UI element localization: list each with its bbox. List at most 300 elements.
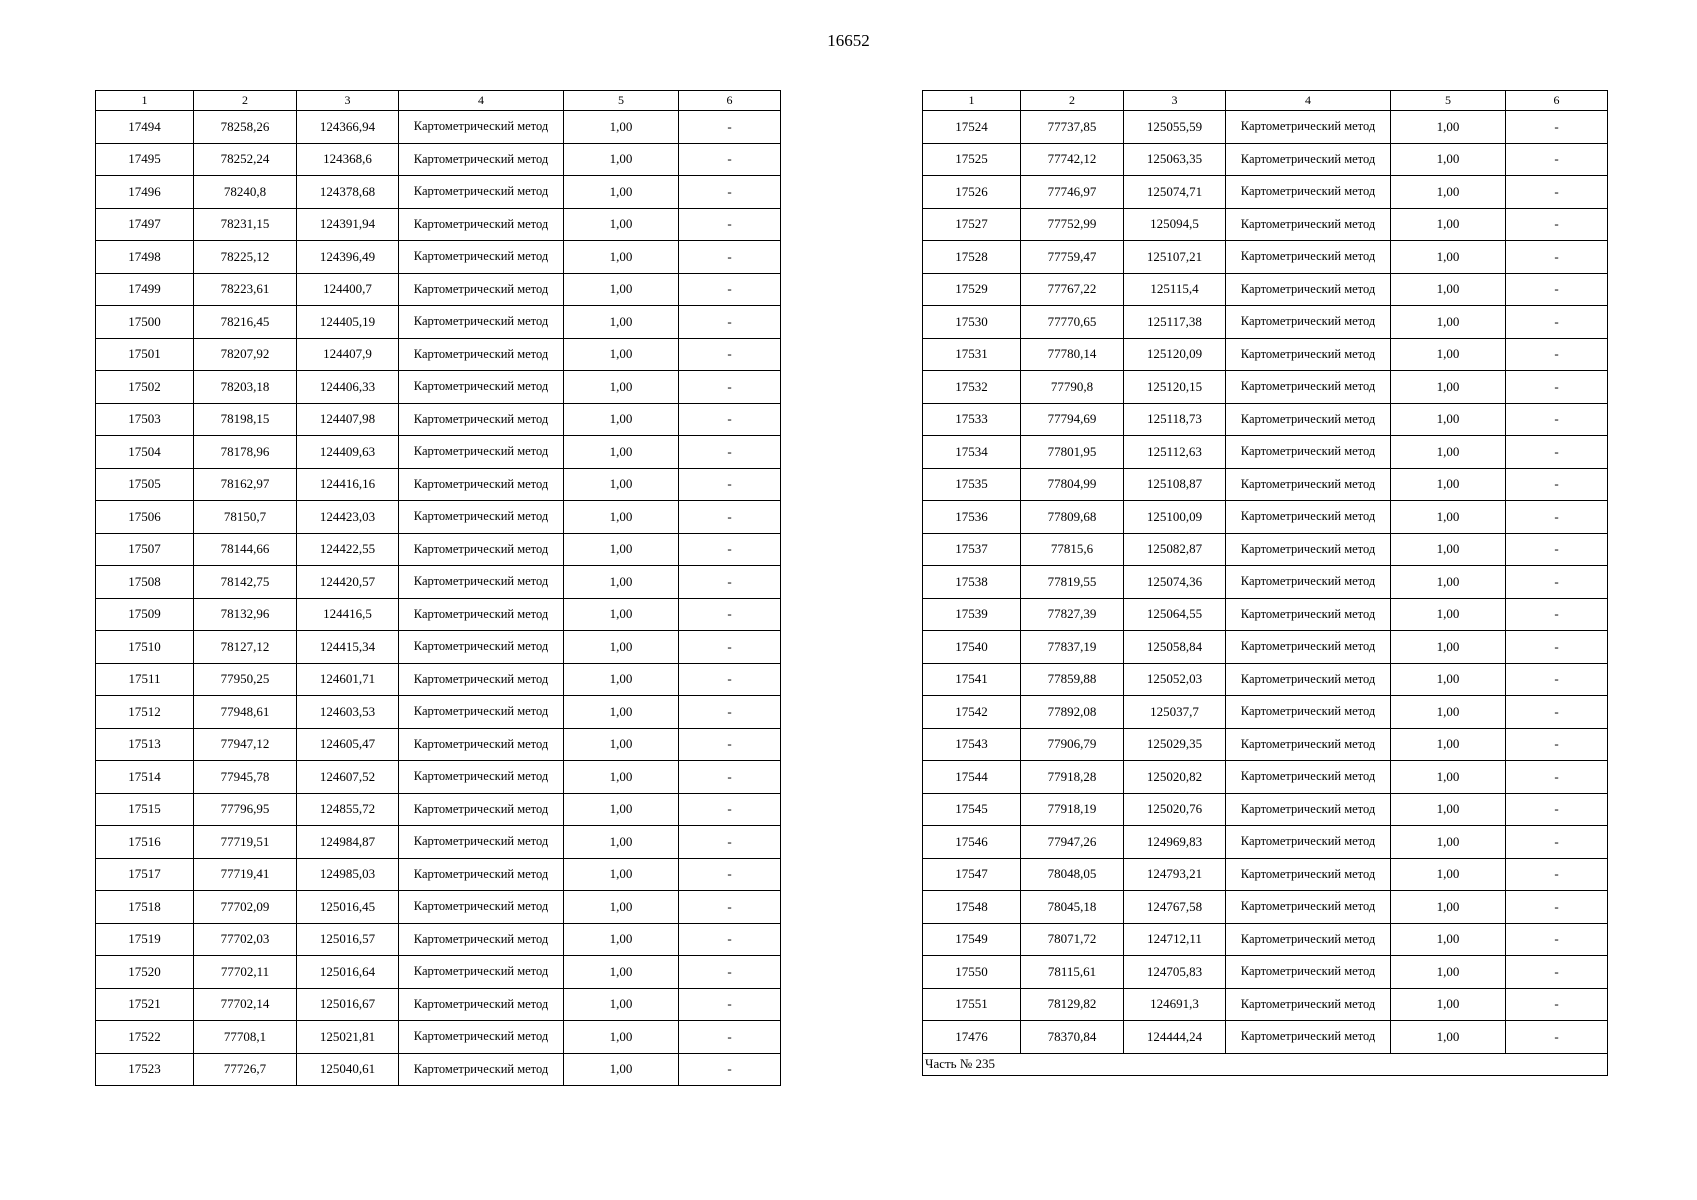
table-row [96,533,781,566]
accuracy-cell: 1,00 [1391,891,1506,924]
x-coordinate-cell: 77726,7 [194,1053,297,1086]
accuracy-cell: 1,00 [1391,468,1506,501]
note-cell: - [1506,956,1608,989]
x-coordinate-cell: 78071,72 [1021,923,1124,956]
x-coordinate-cell: 78252,24 [194,143,297,176]
x-coordinate-cell: 77770,65 [1021,306,1124,339]
accuracy-cell: 1,00 [1391,598,1506,631]
note-cell: - [1506,306,1608,339]
accuracy-cell: 1,00 [1391,306,1506,339]
accuracy-cell: 1,00 [1391,1021,1506,1054]
note-cell: - [679,663,781,696]
point-number-cell: 17521 [96,988,194,1021]
y-coordinate-cell: 125055,59 [1124,111,1226,144]
accuracy-cell: 1,00 [1391,988,1506,1021]
note-cell: - [679,338,781,371]
point-number-cell: 17528 [923,241,1021,274]
note-cell: - [1506,111,1608,144]
y-coordinate-cell: 125016,67 [297,988,399,1021]
point-number-cell: 17506 [96,501,194,534]
method-cell: Картометрический метод [1226,241,1391,274]
x-coordinate-cell: 78162,97 [194,468,297,501]
note-cell: - [679,1053,781,1086]
accuracy-cell: 1,00 [564,891,679,924]
note-cell: - [1506,501,1608,534]
table-row [923,598,1608,631]
column-header-4: 4 [399,91,564,111]
accuracy-cell: 1,00 [564,858,679,891]
point-number-cell: 17529 [923,273,1021,306]
y-coordinate-cell: 124691,3 [1124,988,1226,1021]
y-coordinate-cell: 125016,45 [297,891,399,924]
table-row [923,338,1608,371]
method-cell: Картометрический метод [399,1021,564,1054]
table-row [96,501,781,534]
table-row [96,143,781,176]
table-row [96,793,781,826]
method-cell: Картометрический метод [1226,891,1391,924]
y-coordinate-cell: 124416,5 [297,598,399,631]
x-coordinate-cell: 77708,1 [194,1021,297,1054]
point-number-cell: 17547 [923,858,1021,891]
y-coordinate-cell: 125064,55 [1124,598,1226,631]
y-coordinate-cell: 125021,81 [297,1021,399,1054]
point-number-cell: 17517 [96,858,194,891]
method-cell: Картометрический метод [1226,371,1391,404]
y-coordinate-cell: 124603,53 [297,696,399,729]
y-coordinate-cell: 124605,47 [297,728,399,761]
accuracy-cell: 1,00 [1391,956,1506,989]
y-coordinate-cell: 125120,15 [1124,371,1226,404]
note-cell: - [1506,631,1608,664]
point-number-cell: 17512 [96,696,194,729]
note-cell: - [1506,663,1608,696]
note-cell: - [679,761,781,794]
method-cell: Картометрический метод [1226,663,1391,696]
note-cell: - [679,143,781,176]
point-number-cell: 17545 [923,793,1021,826]
x-coordinate-cell: 78240,8 [194,176,297,209]
y-coordinate-cell: 124855,72 [297,793,399,826]
y-coordinate-cell: 125016,57 [297,923,399,956]
accuracy-cell: 1,00 [564,533,679,566]
note-cell: - [1506,696,1608,729]
x-coordinate-cell: 77719,51 [194,826,297,859]
note-cell: - [1506,208,1608,241]
y-coordinate-cell: 125100,09 [1124,501,1226,534]
accuracy-cell: 1,00 [564,598,679,631]
method-cell: Картометрический метод [1226,111,1391,144]
accuracy-cell: 1,00 [564,566,679,599]
note-cell: - [1506,338,1608,371]
point-number-cell: 17541 [923,663,1021,696]
point-number-cell: 17549 [923,923,1021,956]
point-number-cell: 17542 [923,696,1021,729]
y-coordinate-cell: 124391,94 [297,208,399,241]
note-cell: - [679,923,781,956]
note-cell: - [679,533,781,566]
note-cell: - [679,956,781,989]
accuracy-cell: 1,00 [1391,273,1506,306]
point-number-cell: 17507 [96,533,194,566]
table-row [96,696,781,729]
method-cell: Картометрический метод [399,111,564,144]
accuracy-cell: 1,00 [1391,143,1506,176]
point-number-cell: 17539 [923,598,1021,631]
note-cell: - [679,176,781,209]
y-coordinate-cell: 124400,7 [297,273,399,306]
y-coordinate-cell: 124407,98 [297,403,399,436]
x-coordinate-cell: 77948,61 [194,696,297,729]
table-row [96,176,781,209]
accuracy-cell: 1,00 [564,403,679,436]
method-cell: Картометрический метод [399,208,564,241]
accuracy-cell: 1,00 [564,826,679,859]
x-coordinate-cell: 77796,95 [194,793,297,826]
table-row [96,858,781,891]
method-cell: Картометрический метод [1226,696,1391,729]
x-coordinate-cell: 77918,28 [1021,761,1124,794]
x-coordinate-cell: 77859,88 [1021,663,1124,696]
point-number-cell: 17520 [96,956,194,989]
accuracy-cell: 1,00 [1391,761,1506,794]
accuracy-cell: 1,00 [1391,208,1506,241]
method-cell: Картометрический метод [399,891,564,924]
method-cell: Картометрический метод [399,631,564,664]
y-coordinate-cell: 125074,36 [1124,566,1226,599]
note-cell: - [1506,241,1608,274]
y-coordinate-cell: 125112,63 [1124,436,1226,469]
accuracy-cell: 1,00 [1391,663,1506,696]
method-cell: Картометрический метод [1226,403,1391,436]
point-number-cell: 17519 [96,923,194,956]
method-cell: Картометрический метод [1226,143,1391,176]
point-number-cell: 17499 [96,273,194,306]
x-coordinate-cell: 78132,96 [194,598,297,631]
point-number-cell: 17510 [96,631,194,664]
x-coordinate-cell: 77950,25 [194,663,297,696]
table-row [923,1021,1608,1054]
table-row [96,663,781,696]
table-row [96,1021,781,1054]
note-cell: - [679,208,781,241]
method-cell: Картометрический метод [399,338,564,371]
x-coordinate-cell: 77804,99 [1021,468,1124,501]
y-coordinate-cell: 124712,11 [1124,923,1226,956]
note-cell: - [679,1021,781,1054]
table-row [96,306,781,339]
accuracy-cell: 1,00 [564,468,679,501]
point-number-cell: 17503 [96,403,194,436]
x-coordinate-cell: 77819,55 [1021,566,1124,599]
table-row [923,208,1608,241]
note-cell: - [679,273,781,306]
note-cell: - [679,891,781,924]
y-coordinate-cell: 124423,03 [297,501,399,534]
accuracy-cell: 1,00 [564,371,679,404]
method-cell: Картометрический метод [1226,273,1391,306]
note-cell: - [1506,403,1608,436]
accuracy-cell: 1,00 [564,663,679,696]
x-coordinate-cell: 77801,95 [1021,436,1124,469]
accuracy-cell: 1,00 [1391,371,1506,404]
point-number-cell: 17523 [96,1053,194,1086]
accuracy-cell: 1,00 [564,728,679,761]
table-row [923,826,1608,859]
x-coordinate-cell: 78198,15 [194,403,297,436]
table-row [923,631,1608,664]
point-number-cell: 17533 [923,403,1021,436]
method-cell: Картометрический метод [1226,598,1391,631]
y-coordinate-cell: 124985,03 [297,858,399,891]
y-coordinate-cell: 125052,03 [1124,663,1226,696]
note-cell: - [1506,988,1608,1021]
y-coordinate-cell: 124406,33 [297,371,399,404]
coordinates-table-right [922,90,1608,1076]
point-number-cell: 17540 [923,631,1021,664]
table-row [923,566,1608,599]
column-header-6: 6 [679,91,781,111]
method-cell: Картометрический метод [1226,793,1391,826]
method-cell: Картометрический метод [1226,923,1391,956]
y-coordinate-cell: 125118,73 [1124,403,1226,436]
table-row [923,241,1608,274]
accuracy-cell: 1,00 [1391,858,1506,891]
table-row [96,891,781,924]
x-coordinate-cell: 78178,96 [194,436,297,469]
part-label: Часть № 235 [923,1053,1608,1075]
table-row [96,1053,781,1086]
accuracy-cell: 1,00 [1391,696,1506,729]
method-cell: Картометрический метод [399,533,564,566]
point-number-cell: 17543 [923,728,1021,761]
x-coordinate-cell: 77702,14 [194,988,297,1021]
x-coordinate-cell: 77746,97 [1021,176,1124,209]
point-number-cell: 17544 [923,761,1021,794]
point-number-cell: 17504 [96,436,194,469]
note-cell: - [1506,923,1608,956]
point-number-cell: 17538 [923,566,1021,599]
y-coordinate-cell: 125082,87 [1124,533,1226,566]
note-cell: - [679,696,781,729]
x-coordinate-cell: 77780,14 [1021,338,1124,371]
method-cell: Картометрический метод [1226,436,1391,469]
table-header-row [96,91,781,111]
accuracy-cell: 1,00 [564,501,679,534]
x-coordinate-cell: 78203,18 [194,371,297,404]
table-row [923,176,1608,209]
table-row [96,826,781,859]
table-row [96,208,781,241]
accuracy-cell: 1,00 [564,273,679,306]
point-number-cell: 17535 [923,468,1021,501]
x-coordinate-cell: 78144,66 [194,533,297,566]
y-coordinate-cell: 124607,52 [297,761,399,794]
point-number-cell: 17522 [96,1021,194,1054]
method-cell: Картометрический метод [399,241,564,274]
table-row [923,956,1608,989]
accuracy-cell: 1,00 [564,111,679,144]
table-row [923,371,1608,404]
y-coordinate-cell: 124705,83 [1124,956,1226,989]
point-number-cell: 17551 [923,988,1021,1021]
x-coordinate-cell: 77719,41 [194,858,297,891]
accuracy-cell: 1,00 [1391,176,1506,209]
accuracy-cell: 1,00 [564,338,679,371]
x-coordinate-cell: 78150,7 [194,501,297,534]
x-coordinate-cell: 78225,12 [194,241,297,274]
column-header-1: 1 [923,91,1021,111]
x-coordinate-cell: 78370,84 [1021,1021,1124,1054]
note-cell: - [679,858,781,891]
table-row [923,143,1608,176]
table-row [923,501,1608,534]
x-coordinate-cell: 78129,82 [1021,988,1124,1021]
accuracy-cell: 1,00 [564,1053,679,1086]
point-number-cell: 17494 [96,111,194,144]
table-row [923,306,1608,339]
x-coordinate-cell: 77918,19 [1021,793,1124,826]
x-coordinate-cell: 78142,75 [194,566,297,599]
accuracy-cell: 1,00 [564,208,679,241]
note-cell: - [1506,436,1608,469]
point-number-cell: 17515 [96,793,194,826]
y-coordinate-cell: 124984,87 [297,826,399,859]
y-coordinate-cell: 125020,82 [1124,761,1226,794]
y-coordinate-cell: 124405,19 [297,306,399,339]
y-coordinate-cell: 125058,84 [1124,631,1226,664]
method-cell: Картометрический метод [399,923,564,956]
point-number-cell: 17496 [96,176,194,209]
column-header-5: 5 [1391,91,1506,111]
method-cell: Картометрический метод [1226,533,1391,566]
point-number-cell: 17500 [96,306,194,339]
method-cell: Картометрический метод [399,598,564,631]
method-cell: Картометрический метод [1226,988,1391,1021]
accuracy-cell: 1,00 [1391,403,1506,436]
note-cell: - [1506,273,1608,306]
table-row [923,761,1608,794]
method-cell: Картометрический метод [1226,826,1391,859]
point-number-cell: 17501 [96,338,194,371]
table-row [96,761,781,794]
method-cell: Картометрический метод [399,858,564,891]
note-cell: - [1506,566,1608,599]
x-coordinate-cell: 77742,12 [1021,143,1124,176]
method-cell: Картометрический метод [399,696,564,729]
note-cell: - [679,501,781,534]
y-coordinate-cell: 124422,55 [297,533,399,566]
y-coordinate-cell: 125117,38 [1124,306,1226,339]
point-number-cell: 17513 [96,728,194,761]
x-coordinate-cell: 77809,68 [1021,501,1124,534]
point-number-cell: 17546 [923,826,1021,859]
point-number-cell: 17505 [96,468,194,501]
y-coordinate-cell: 125016,64 [297,956,399,989]
accuracy-cell: 1,00 [1391,923,1506,956]
note-cell: - [679,826,781,859]
x-coordinate-cell: 77702,09 [194,891,297,924]
table-row [96,566,781,599]
table-header-row [923,91,1608,111]
method-cell: Картометрический метод [1226,631,1391,664]
method-cell: Картометрический метод [399,663,564,696]
point-number-cell: 17530 [923,306,1021,339]
table-row [923,436,1608,469]
x-coordinate-cell: 78258,26 [194,111,297,144]
y-coordinate-cell: 125094,5 [1124,208,1226,241]
point-number-cell: 17537 [923,533,1021,566]
x-coordinate-cell: 78048,05 [1021,858,1124,891]
accuracy-cell: 1,00 [564,306,679,339]
coordinates-table-left [95,90,781,1086]
method-cell: Картометрический метод [1226,728,1391,761]
table-footer-row [923,1053,1608,1075]
accuracy-cell: 1,00 [1391,241,1506,274]
y-coordinate-cell: 124396,49 [297,241,399,274]
note-cell: - [1506,371,1608,404]
y-coordinate-cell: 124368,6 [297,143,399,176]
x-coordinate-cell: 77759,47 [1021,241,1124,274]
method-cell: Картометрический метод [399,566,564,599]
method-cell: Картометрический метод [399,761,564,794]
x-coordinate-cell: 78045,18 [1021,891,1124,924]
point-number-cell: 17524 [923,111,1021,144]
x-coordinate-cell: 77947,12 [194,728,297,761]
table-row [923,533,1608,566]
method-cell: Картометрический метод [399,371,564,404]
table-row [96,598,781,631]
x-coordinate-cell: 77815,6 [1021,533,1124,566]
note-cell: - [1506,826,1608,859]
note-cell: - [679,403,781,436]
column-header-2: 2 [1021,91,1124,111]
point-number-cell: 17498 [96,241,194,274]
method-cell: Картометрический метод [1226,956,1391,989]
x-coordinate-cell: 77827,39 [1021,598,1124,631]
accuracy-cell: 1,00 [564,436,679,469]
table-row [923,468,1608,501]
accuracy-cell: 1,00 [1391,533,1506,566]
point-number-cell: 17476 [923,1021,1021,1054]
note-cell: - [1506,858,1608,891]
note-cell: - [1506,143,1608,176]
table-row [923,891,1608,924]
accuracy-cell: 1,00 [1391,631,1506,664]
table-row [923,403,1608,436]
note-cell: - [679,241,781,274]
point-number-cell: 17536 [923,501,1021,534]
method-cell: Картометрический метод [399,468,564,501]
method-cell: Картометрический метод [399,988,564,1021]
y-coordinate-cell: 124601,71 [297,663,399,696]
point-number-cell: 17502 [96,371,194,404]
note-cell: - [1506,468,1608,501]
x-coordinate-cell: 77790,8 [1021,371,1124,404]
x-coordinate-cell: 77837,19 [1021,631,1124,664]
note-cell: - [679,728,781,761]
x-coordinate-cell: 77702,03 [194,923,297,956]
x-coordinate-cell: 77945,78 [194,761,297,794]
method-cell: Картометрический метод [399,143,564,176]
y-coordinate-cell: 124969,83 [1124,826,1226,859]
method-cell: Картометрический метод [399,403,564,436]
y-coordinate-cell: 125020,76 [1124,793,1226,826]
table-row [96,371,781,404]
note-cell: - [679,306,781,339]
note-cell: - [1506,176,1608,209]
table-row [96,956,781,989]
